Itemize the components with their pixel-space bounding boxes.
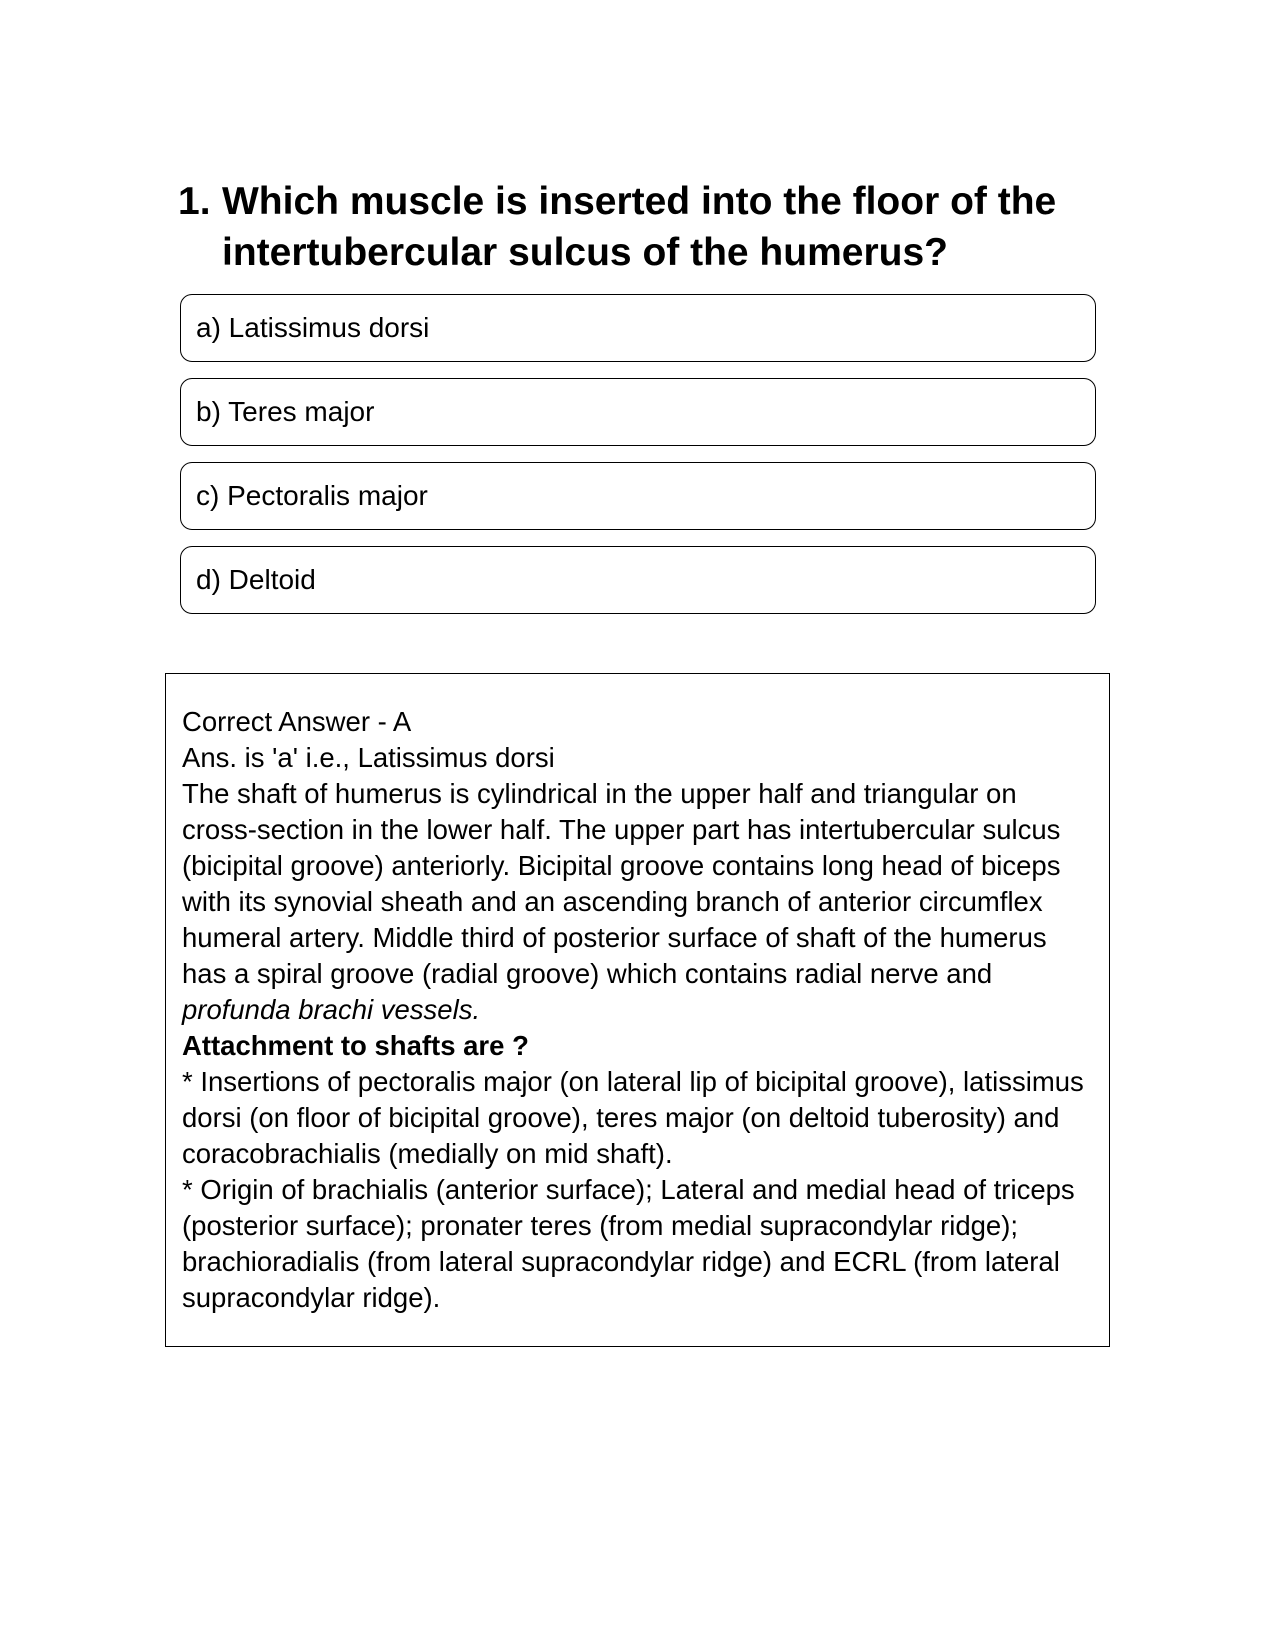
option-d-label: d) Deltoid bbox=[196, 564, 316, 595]
insertions-bullet: * Insertions of pectoralis major (on lateral lip of bicipital groove), latissimus dorsi (on floor of bicipital groove), teres major (on deltoid tuberosity) and coracobrachialis (medially on mid shaft). bbox=[182, 1066, 1084, 1169]
explanation-box bbox=[165, 673, 1110, 1347]
option-b-label: b) Teres major bbox=[196, 396, 375, 427]
explanation-paragraph-text: The shaft of humerus is cylindrical in the upper half and triangular on cross-section in the lower half. The upper part has intertubercular sulcus (bicipital groove) anteriorly. Bicipital groove contains long head of biceps with its synovial sheath and an ascending branch of anterior circumflex humeral artery. Middle third of posterior surface of shaft of the humerus has a spiral groove (radial groove) which contains radial nerve and bbox=[182, 778, 1061, 989]
question-text: Which muscle is inserted into the floor of the intertubercular sulcus of the humerus? bbox=[222, 180, 1057, 274]
option-c-label: c) Pectoralis major bbox=[196, 480, 428, 511]
option-d[interactable] bbox=[180, 546, 1096, 614]
option-b[interactable] bbox=[180, 378, 1096, 446]
attachment-heading: Attachment to shafts are ? bbox=[182, 1030, 529, 1061]
explanation-paragraph-italic: profunda brachi vessels. bbox=[182, 994, 481, 1025]
option-a[interactable] bbox=[180, 294, 1096, 362]
question-heading bbox=[178, 176, 1098, 278]
option-c[interactable] bbox=[180, 462, 1096, 530]
option-a-label: a) Latissimus dorsi bbox=[196, 312, 430, 343]
answer-options bbox=[180, 294, 1096, 630]
explanation-paragraph bbox=[182, 776, 1095, 1028]
ans-line: Ans. is 'a' i.e., Latissimus dorsi bbox=[182, 742, 555, 773]
origins-bullet: * Origin of brachialis (anterior surface); Lateral and medial head of triceps (posterior surface); pronater teres (from medial supracondylar ridge); brachioradialis (from lateral supracondylar ridge) and ECRL (from lateral supracondylar ridge). bbox=[182, 1174, 1075, 1313]
correct-answer-line: Correct Answer - A bbox=[182, 706, 412, 737]
question-number: 1. bbox=[178, 180, 211, 223]
